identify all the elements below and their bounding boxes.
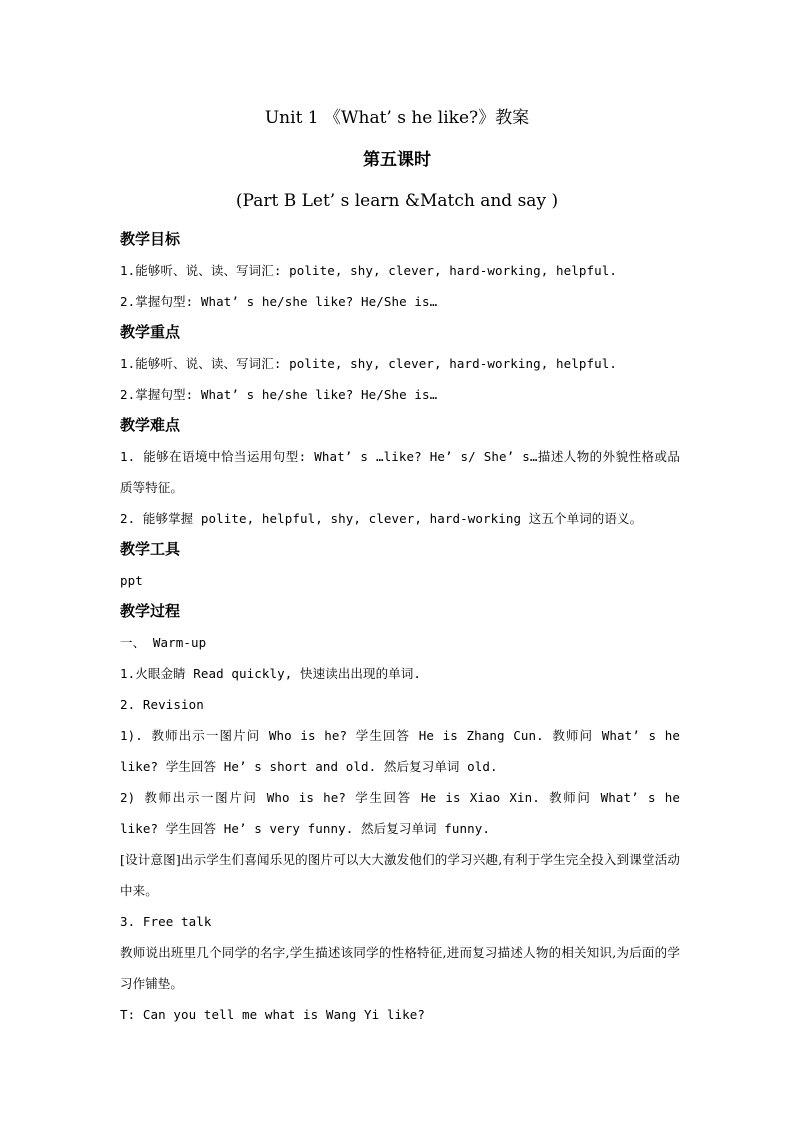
process-item: 1.火眼金睛 Read quickly, 快速读出出现的单词.	[120, 666, 422, 681]
process-item: 2. Revision	[120, 697, 204, 712]
difficulty-item: 1. 能够在语境中恰当运用句型: What’ s …like? He’ s/ She’ s…描述人物的外貌性格或品质等特征。	[120, 449, 680, 495]
heading-key-points: 教学重点	[120, 323, 181, 341]
lesson-number: 第五课时	[363, 150, 431, 170]
process-item: 2) 教师出示一图片问 Who is he? 学生回答 He is Xiao Xin. 教师问 What’ s he like? 学生回答 He’ s very funny. 然后复习单词 funny.	[120, 790, 680, 836]
document-body	[120, 224, 680, 1030]
objective-item: 2.掌握句型: What’ s he/she like? He/She is…	[120, 294, 438, 309]
heading-process: 教学过程	[120, 602, 181, 620]
process-item: 一、 Warm-up	[120, 635, 207, 650]
process-item: 教师说出班里几个同学的名字,学生描述该同学的性格特征,进而复习描述人物的相关知识,为后面的学习作铺垫。	[120, 945, 680, 991]
document-title: Unit 1 《What’ s he like?》教案	[264, 108, 530, 128]
heading-tools: 教学工具	[120, 540, 181, 558]
key-point-item: 2.掌握句型: What’ s he/she like? He/She is…	[120, 387, 438, 402]
process-item: 3. Free talk	[120, 914, 212, 929]
key-point-item: 1.能够听、说、读、写词汇: polite, shy, clever, hard-working, helpful.	[120, 356, 618, 371]
process-item: T: Can you tell me what is Wang Yi like?	[120, 1007, 426, 1022]
objective-item: 1.能够听、说、读、写词汇: polite, shy, clever, hard-working, helpful.	[120, 263, 618, 278]
tool-item: ppt	[120, 573, 143, 588]
heading-objectives: 教学目标	[120, 230, 181, 248]
process-item: 1). 教师出示一图片问 Who is he? 学生回答 He is Zhang Cun. 教师问 What’ s he like? 学生回答 He’ s short and old. 然后复习单词 old.	[120, 728, 680, 774]
heading-difficulties: 教学难点	[120, 416, 181, 434]
process-item: [设计意图]出示学生们喜闻乐见的图片可以大大激发他们的学习兴趣,有利于学生完全投入到课堂活动中来。	[120, 852, 680, 898]
difficulty-item: 2. 能够掌握 polite, helpful, shy, clever, hard-working 这五个单词的语义。	[120, 511, 643, 526]
lesson-part: (Part B Let’ s learn &Match and say )	[235, 191, 559, 211]
